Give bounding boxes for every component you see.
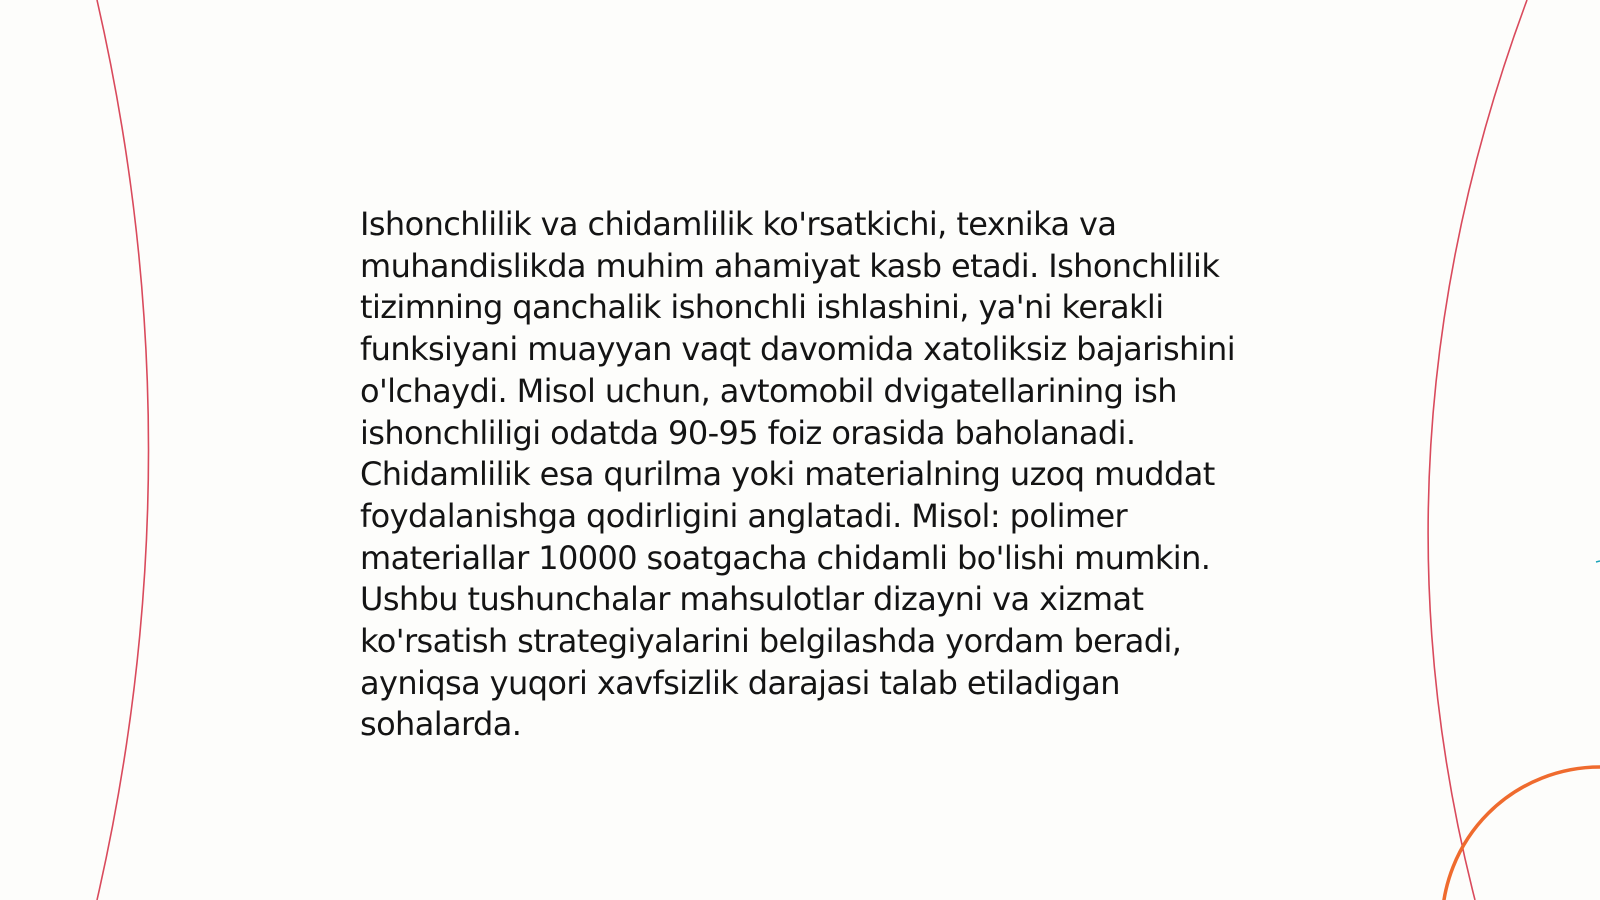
left-curve-line [97, 0, 149, 900]
orange-arc [1442, 767, 1600, 900]
right-curve-line [1428, 0, 1527, 900]
body-paragraph: Ishonchlilik va chidamlilik ko'rsatkichi, texnika va muhandislikda muhim ahamiyat kasb etadi. Ishonchlilik tizimning qanchalik ishonchli ishlashini, ya'ni kerakli funksiyani muayyan vaqt davomida xatoliksiz bajarishini o'lchaydi. Misol uchun, avtomobil dvigatellarining ish ishonchliligi odatda 90-95 foiz orasida baholanadi. Chidamlilik esa qurilma yoki materialning uzoq muddat foydalanishga qodirligini anglatadi. Misol: polimer materiallar 10000 soatgacha chidamli bo'lishi mumkin. Ushbu tushunchalar mahsulotlar dizayni va xizmat ko'rsatish strategiyalarini belgilashda yordam beradi, ayniqsa yuqori xavfsizlik darajasi talab etiladigan sohalarda. [360, 205, 1235, 744]
teal-accent-mark [1596, 561, 1600, 562]
